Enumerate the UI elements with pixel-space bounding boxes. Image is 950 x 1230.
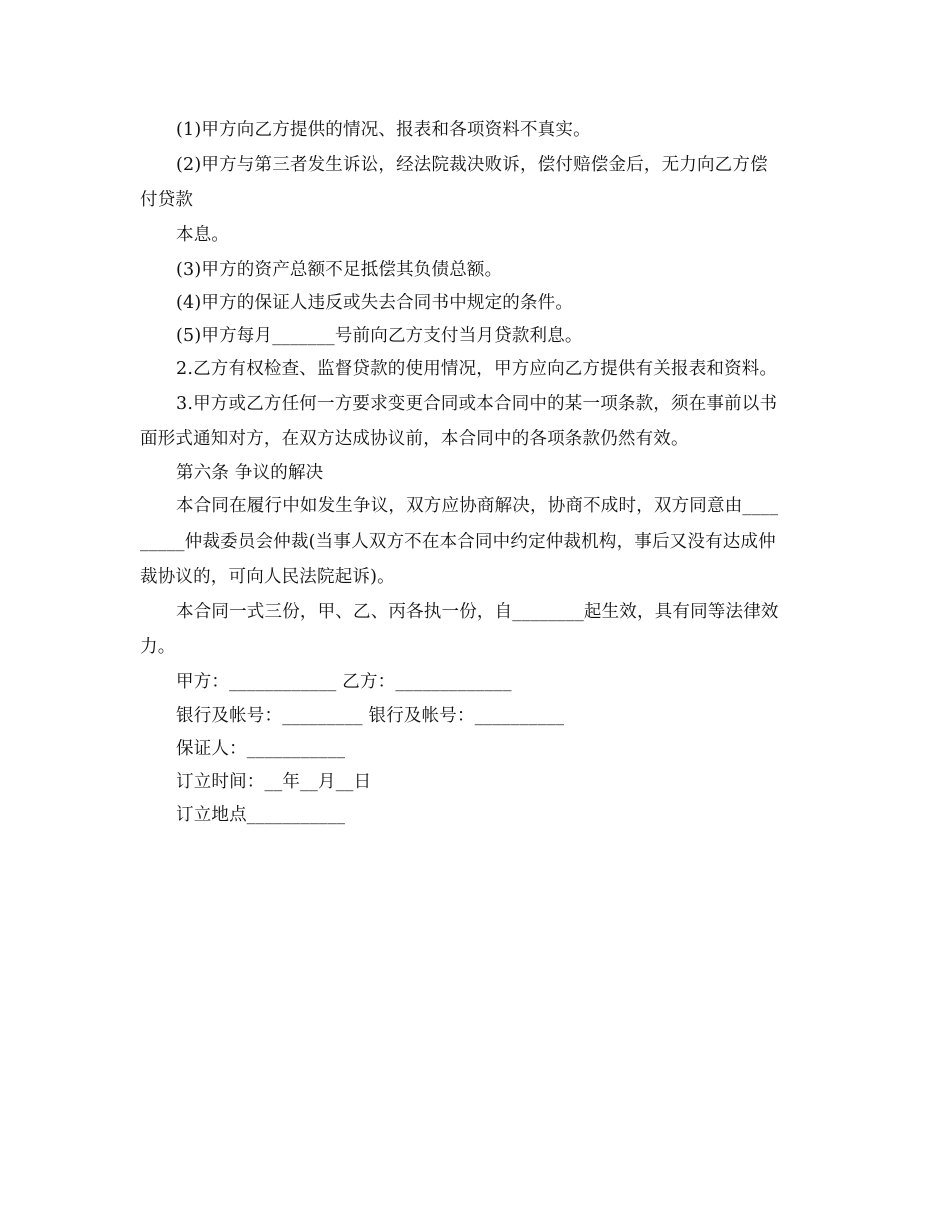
clause-text-line: 本合同一式三份，甲、乙、丙各执一份，自________起生效，具有同等法律效 — [176, 602, 779, 622]
section-heading: 第六条 争议的解决 — [176, 463, 324, 483]
clause-text-line: 3.甲方或乙方任何一方要求变更合同或本合同中的某一项条款，须在事前以书 — [176, 394, 778, 414]
signature-line-bank-accounts: 银行及帐号：_________ 银行及帐号：__________ — [176, 706, 565, 726]
clause-text-line: 付贷款 — [140, 190, 194, 210]
clause-text-line: 2.乙方有权检查、监督贷款的使用情况，甲方应向乙方提供有关报表和资料。 — [176, 359, 778, 379]
clause-text-line: 力。 — [140, 637, 176, 657]
clause-text-line: (4)甲方的保证人违反或失去合同书中规定的条件。 — [176, 293, 574, 313]
clause-text-line: (2)甲方与第三者发生诉讼，经法院裁决败诉，偿付赔偿金后，无力向乙方偿 — [176, 155, 768, 175]
clause-text-line: 本息。 — [176, 225, 230, 245]
clause-text-line: _____仲裁委员会仲裁(当事人双方不在本合同中约定仲裁机构，事后又没有达成仲 — [140, 532, 776, 552]
clause-text-line: (1)甲方向乙方提供的情况、报表和各项资料不真实。 — [176, 120, 591, 140]
signature-line-date: 订立时间：__年__月__日 — [176, 772, 372, 792]
signature-line-guarantor: 保证人：___________ — [176, 739, 346, 759]
signature-line-place: 订立地点___________ — [176, 805, 346, 825]
clause-text-line: 本合同在履行中如发生争议，双方应协商解决，协商不成时，双方同意由____ — [176, 496, 779, 516]
signature-line-parties: 甲方：____________ 乙方：_____________ — [176, 672, 512, 692]
clause-text-line: (3)甲方的资产总额不足抵偿其负债总额。 — [176, 260, 503, 280]
clause-text-line: (5)甲方每月_______号前向乙方支付当月贷款利息。 — [176, 326, 583, 346]
clause-text-line: 面形式通知对方，在双方达成协议前，本合同中的各项条款仍然有效。 — [140, 429, 689, 449]
clause-text-line: 裁协议的，可向人民法院起诉)。 — [140, 567, 395, 587]
